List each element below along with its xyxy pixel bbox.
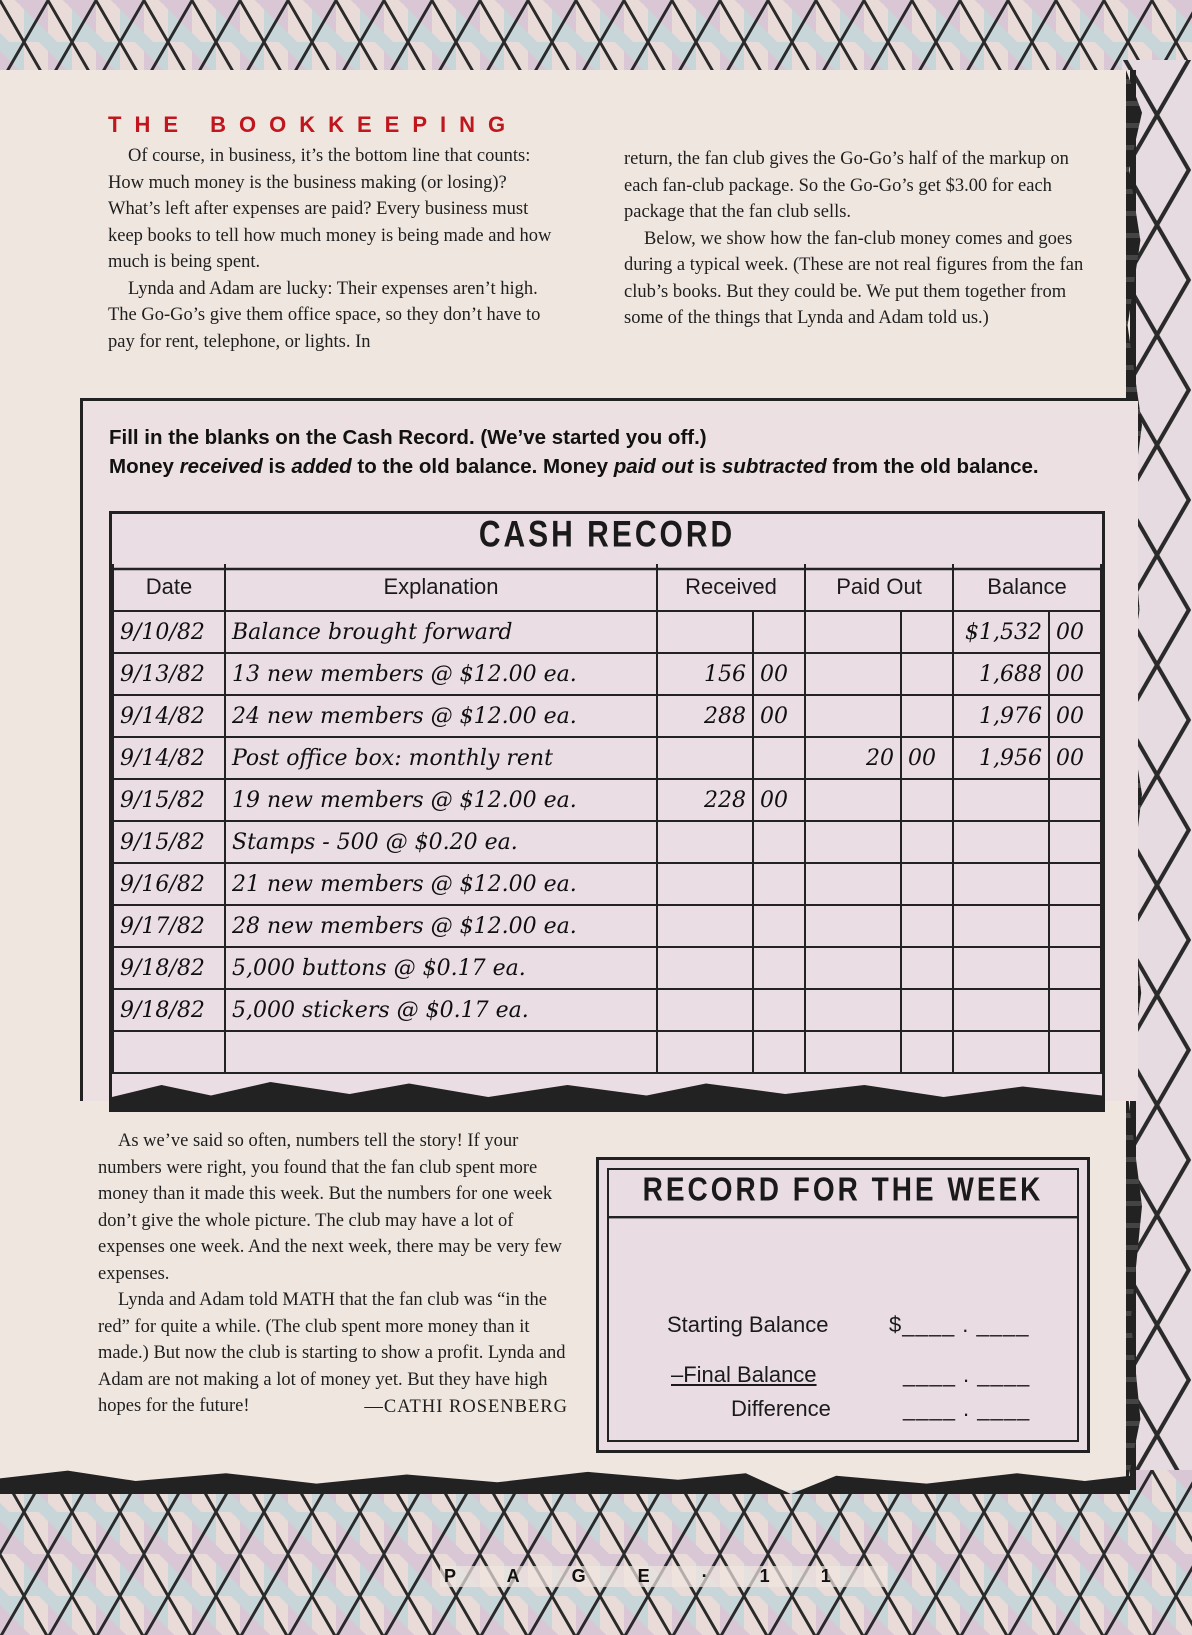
- instructions-line-2: [109, 452, 1119, 481]
- ledger-row: [113, 779, 1101, 821]
- explanation-cell[interactable]: Post office box: monthly rent: [225, 737, 657, 779]
- date-cell[interactable]: 9/17/82: [113, 905, 225, 947]
- date-cell[interactable]: 9/10/82: [113, 611, 225, 653]
- balance-cents[interactable]: [1049, 779, 1101, 821]
- paid-dollars[interactable]: [805, 989, 901, 1031]
- received-cents[interactable]: 00: [753, 653, 805, 695]
- instr-text: is: [693, 455, 722, 478]
- ledger-row: [113, 611, 1101, 653]
- paid-dollars[interactable]: [805, 905, 901, 947]
- balance-cents[interactable]: [1049, 989, 1101, 1031]
- byline: —CATHI ROSENBERG: [364, 1396, 568, 1417]
- paid-cents[interactable]: [901, 905, 953, 947]
- paid-cents[interactable]: [901, 779, 953, 821]
- received-dollars[interactable]: [657, 611, 753, 653]
- ledger-table: [112, 564, 1102, 1074]
- outro-paragraph: As we’ve said so often, numbers tell the story! If your numbers were right, you found that the fan club spent more money than it made this week. But the numbers for one week don’t give the whole picture. The club may have a lot of expenses one week. And the next week, there may be very few expenses.: [98, 1131, 562, 1284]
- cash-record-panel: [80, 398, 1138, 1101]
- balance-dollars[interactable]: [953, 905, 1049, 947]
- intro-right-column: [624, 146, 1086, 332]
- received-cents[interactable]: [753, 947, 805, 989]
- balance-cents[interactable]: 00: [1049, 695, 1101, 737]
- paid-cents[interactable]: [901, 989, 953, 1031]
- explanation-cell[interactable]: Balance brought forward: [225, 611, 657, 653]
- ledger-body: [113, 611, 1101, 1073]
- section-heading: THE BOOKKEEPING: [108, 112, 519, 137]
- outro-column: [98, 1128, 568, 1420]
- received-dollars[interactable]: [657, 863, 753, 905]
- balance-dollars[interactable]: [953, 779, 1049, 821]
- received-dollars[interactable]: [657, 737, 753, 779]
- instr-text: to the old balance. Money: [351, 455, 614, 478]
- explanation-cell[interactable]: 5,000 buttons @ $0.17 ea.: [225, 947, 657, 989]
- balance-dollars[interactable]: [953, 989, 1049, 1031]
- instr-emphasis: paid out: [613, 455, 694, 478]
- received-dollars[interactable]: [657, 947, 753, 989]
- header-explanation: Explanation: [225, 564, 657, 611]
- starting-balance-label: Starting Balance: [667, 1312, 829, 1337]
- explanation-cell[interactable]: 21 new members @ $12.00 ea.: [225, 863, 657, 905]
- week-record-box: [596, 1157, 1090, 1453]
- balance-dollars[interactable]: [953, 1031, 1049, 1073]
- received-dollars[interactable]: [657, 989, 753, 1031]
- ledger-row: [113, 821, 1101, 863]
- date-cell[interactable]: 9/15/82: [113, 821, 225, 863]
- decorative-top-band: [0, 0, 1192, 76]
- paid-cents[interactable]: 00: [901, 737, 953, 779]
- paid-dollars[interactable]: [805, 779, 901, 821]
- header-date: Date: [113, 564, 225, 611]
- intro-paragraph: Of course, in business, it’s the bottom line that counts: How much money is the business making (or losing)? What’s left after expenses are paid? Every business must keep books to tell how much money is being made and how much is being spent.: [108, 146, 552, 272]
- ledger-header-row: [113, 564, 1101, 611]
- page-number: PAGE·11: [440, 1566, 887, 1587]
- received-dollars[interactable]: [657, 1031, 753, 1073]
- balance-cents[interactable]: 00: [1049, 611, 1101, 653]
- paid-dollars[interactable]: [805, 653, 901, 695]
- balance-dollars[interactable]: [953, 863, 1049, 905]
- received-dollars[interactable]: [657, 905, 753, 947]
- paid-cents[interactable]: [901, 653, 953, 695]
- paid-cents[interactable]: [901, 611, 953, 653]
- instr-emphasis: subtracted: [721, 455, 827, 478]
- balance-dollars[interactable]: 1,956: [953, 737, 1049, 779]
- balance-dollars[interactable]: [953, 821, 1049, 863]
- difference-label: Difference: [731, 1396, 831, 1421]
- explanation-cell[interactable]: 24 new members @ $12.00 ea.: [225, 695, 657, 737]
- balance-cents[interactable]: [1049, 863, 1101, 905]
- paid-cents[interactable]: [901, 821, 953, 863]
- date-cell[interactable]: [113, 1031, 225, 1073]
- instr-emphasis: received: [179, 455, 263, 478]
- difference-blank[interactable]: ____ . ____: [903, 1396, 1031, 1421]
- balance-dollars[interactable]: 1,688: [953, 653, 1049, 695]
- paid-dollars[interactable]: [805, 1031, 901, 1073]
- instructions-line-1: Fill in the blanks on the Cash Record. (We’ve started you off.): [109, 426, 707, 449]
- ledger-row: [113, 695, 1101, 737]
- ledger-row: [113, 905, 1101, 947]
- paid-cents[interactable]: [901, 695, 953, 737]
- date-cell[interactable]: 9/14/82: [113, 695, 225, 737]
- date-cell[interactable]: 9/13/82: [113, 653, 225, 695]
- received-cents[interactable]: [753, 863, 805, 905]
- torn-panel-edge: [112, 1079, 1102, 1109]
- ledger-row: [113, 989, 1101, 1031]
- paid-cents[interactable]: [901, 863, 953, 905]
- received-cents[interactable]: [753, 611, 805, 653]
- outro-paragraph: Lynda and Adam told MATH that the fan club was “in the red” for quite a while. (The club spent more money than it made.) But now the club is starting to show a profit. Lynda and Adam are not making a lot of money yet. But they have high hopes for the future!: [98, 1290, 566, 1416]
- ledger-row: [113, 737, 1101, 779]
- paid-dollars[interactable]: [805, 863, 901, 905]
- instr-emphasis: added: [291, 455, 352, 478]
- ledger-row: [113, 653, 1101, 695]
- instr-text: from the old balance.: [826, 455, 1039, 478]
- received-cents[interactable]: 00: [753, 695, 805, 737]
- intro-paragraph: Lynda and Adam are lucky: Their expenses aren’t high. The Go-Go’s give them office space, so they don’t have to pay for rent, telephone, or lights. In: [108, 278, 541, 352]
- explanation-cell[interactable]: 5,000 stickers @ $0.17 ea.: [225, 989, 657, 1031]
- header-received: Received: [657, 564, 805, 611]
- balance-cents[interactable]: [1049, 821, 1101, 863]
- explanation-cell[interactable]: 28 new members @ $12.00 ea.: [225, 905, 657, 947]
- balance-dollars[interactable]: 1,976: [953, 695, 1049, 737]
- ledger-row: [113, 947, 1101, 989]
- paid-dollars[interactable]: [805, 695, 901, 737]
- paid-dollars[interactable]: 20: [805, 737, 901, 779]
- intro-left-column: [108, 143, 563, 355]
- intro-paragraph: Below, we show how the fan-club money comes and goes during a typical week. (These are not real figures from the fan club’s books. But they could be. We put them together from some of the things that Lynda and Adam told us.): [624, 228, 1084, 328]
- paid-cents[interactable]: [901, 1031, 953, 1073]
- final-balance-label: –Final Balance: [671, 1362, 817, 1387]
- balance-cents[interactable]: 00: [1049, 737, 1101, 779]
- intro-paragraph: return, the fan club gives the Go-Go’s half of the markup on each fan-club package. So the Go-Go’s get $3.00 for each package that the fan club sells.: [624, 149, 1069, 222]
- date-cell[interactable]: 9/16/82: [113, 863, 225, 905]
- header-balance: Balance: [953, 564, 1101, 611]
- received-dollars[interactable]: 288: [657, 695, 753, 737]
- starting-balance-blank[interactable]: $____ . ____: [889, 1312, 1030, 1337]
- header-paid-out: Paid Out: [805, 564, 953, 611]
- received-cents[interactable]: [753, 989, 805, 1031]
- instr-text: is: [262, 455, 292, 478]
- balance-cents[interactable]: [1049, 905, 1101, 947]
- balance-dollars[interactable]: [953, 947, 1049, 989]
- received-dollars[interactable]: 228: [657, 779, 753, 821]
- date-cell[interactable]: 9/14/82: [113, 737, 225, 779]
- received-dollars[interactable]: 156: [657, 653, 753, 695]
- paid-dollars[interactable]: [805, 947, 901, 989]
- cash-record-ledger: [109, 511, 1105, 1112]
- date-cell[interactable]: 9/18/82: [113, 989, 225, 1031]
- received-cents[interactable]: [753, 1031, 805, 1073]
- ledger-row: [113, 863, 1101, 905]
- explanation-cell[interactable]: 13 new members @ $12.00 ea.: [225, 653, 657, 695]
- explanation-cell[interactable]: 19 new members @ $12.00 ea.: [225, 779, 657, 821]
- received-dollars[interactable]: [657, 821, 753, 863]
- date-cell[interactable]: 9/18/82: [113, 947, 225, 989]
- paid-dollars[interactable]: [805, 611, 901, 653]
- paid-cents[interactable]: [901, 947, 953, 989]
- week-record-title: RECORD FOR THE WEEK: [609, 1166, 1077, 1219]
- received-cents[interactable]: [753, 905, 805, 947]
- received-cents[interactable]: [753, 821, 805, 863]
- final-balance-blank[interactable]: ____ . ____: [903, 1362, 1031, 1387]
- date-cell[interactable]: 9/15/82: [113, 779, 225, 821]
- balance-cents[interactable]: 00: [1049, 653, 1101, 695]
- paid-dollars[interactable]: [805, 821, 901, 863]
- balance-cents[interactable]: [1049, 947, 1101, 989]
- explanation-cell[interactable]: Stamps - 500 @ $0.20 ea.: [225, 821, 657, 863]
- received-cents[interactable]: 00: [753, 779, 805, 821]
- balance-dollars[interactable]: $1,532: [953, 611, 1049, 653]
- explanation-cell[interactable]: [225, 1031, 657, 1073]
- instructions: [109, 423, 1119, 481]
- decorative-bottom-band: [0, 1470, 1192, 1635]
- balance-cents[interactable]: [1049, 1031, 1101, 1073]
- received-cents[interactable]: [753, 737, 805, 779]
- cash-record-title: CASH RECORD: [112, 508, 1102, 571]
- ledger-row: [113, 1031, 1101, 1073]
- instr-text: Money: [109, 455, 180, 478]
